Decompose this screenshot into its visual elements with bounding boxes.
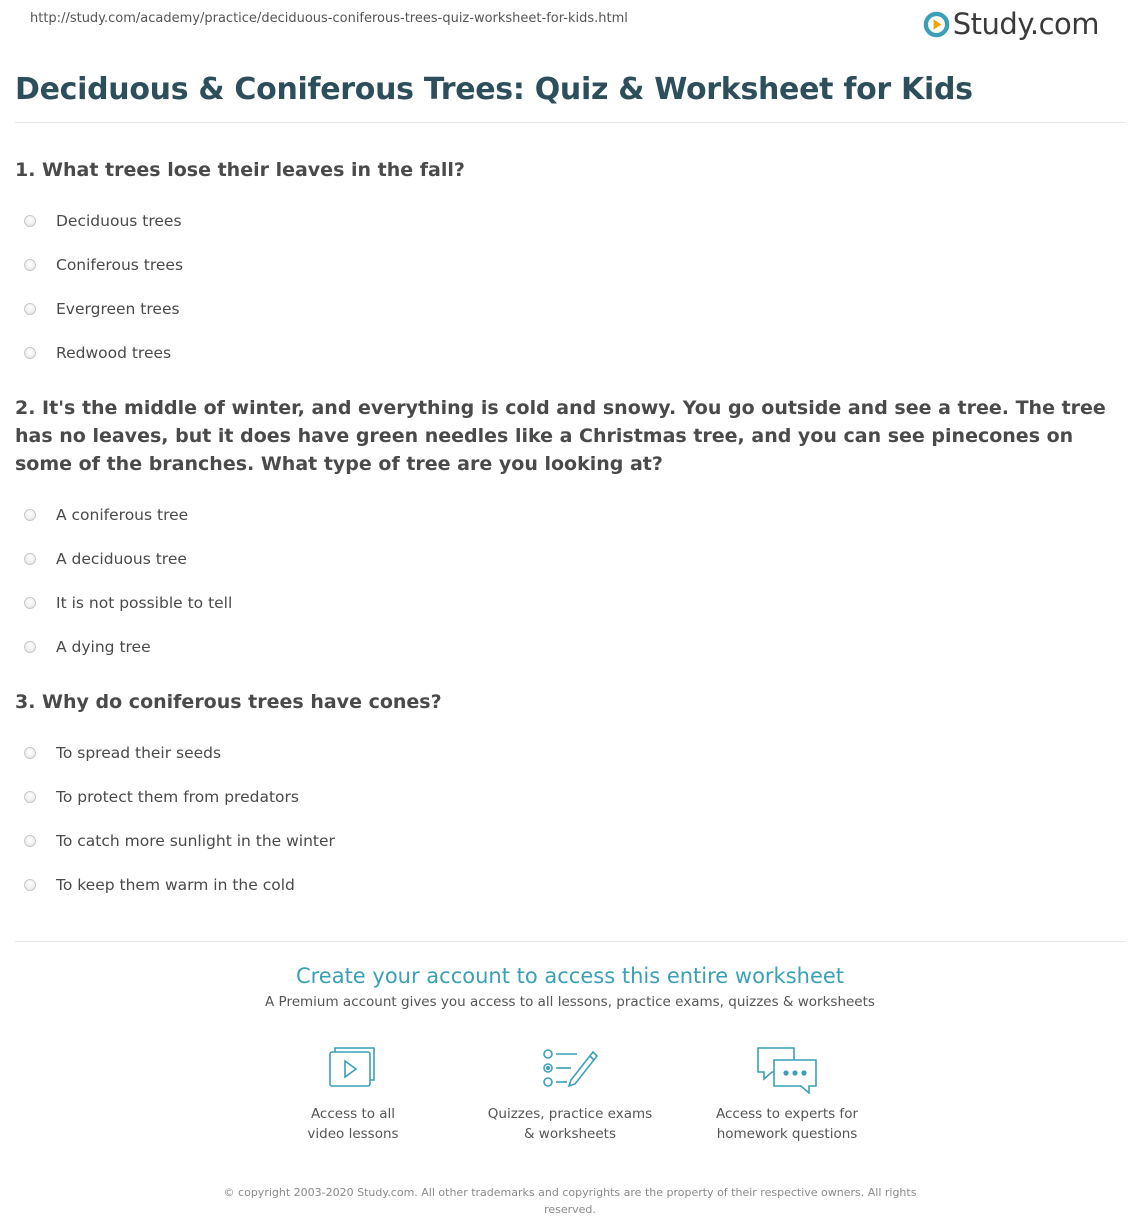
radio-button[interactable] [24,303,36,315]
answer-label: A deciduous tree [56,550,187,568]
answer-option[interactable] [15,863,1125,907]
question-text: 1. What trees lose their leaves in the fall? [15,159,465,181]
answer-label: A coniferous tree [56,506,189,524]
answer-label: Deciduous trees [56,212,182,230]
feature-label: Access to all video lessons [307,1106,399,1142]
radio-button[interactable] [24,597,36,609]
play-circle-icon [923,11,950,38]
chat-bubbles-icon [754,1044,820,1094]
answer-label: Redwood trees [56,344,172,362]
question-3 [15,688,1125,907]
radio-button[interactable] [24,347,36,359]
answer-option[interactable] [15,287,1125,331]
divider [15,941,1125,942]
logo-text: Study.com [952,7,1099,41]
signup-cta [15,964,1125,1144]
answer-list [15,731,1125,907]
divider [15,122,1125,123]
radio-button[interactable] [24,791,36,803]
answer-label: Evergreen trees [56,300,180,318]
radio-button[interactable] [24,509,36,521]
answer-option[interactable] [15,493,1125,537]
feature-list [15,1044,1125,1144]
answer-list [15,199,1125,375]
copyright-notice: © copyright 2003-2020 Study.com. All other trademarks and copyrights are the property of their respective owners. All rights reserved. [223,1186,917,1216]
answer-option[interactable] [15,537,1125,581]
radio-button[interactable] [24,747,36,759]
answer-label: To spread their seeds [56,744,222,762]
answer-label: To catch more sunlight in the winter [56,832,335,850]
answer-label: To keep them warm in the cold [56,876,295,894]
answer-label: Coniferous trees [56,256,184,274]
answer-label: To protect them from predators [56,788,299,806]
answer-option[interactable] [15,731,1125,775]
answer-option[interactable] [15,775,1125,819]
feature-video-lessons [245,1044,462,1144]
radio-button[interactable] [24,215,36,227]
feature-quizzes [462,1044,679,1144]
top-bar [15,0,1125,60]
video-lessons-icon [320,1044,386,1094]
answer-option[interactable] [15,581,1125,625]
answer-option[interactable] [15,331,1125,375]
cta-subtitle: A Premium account gives you access to all lessons, practice exams, quizzes & worksheets [265,994,875,1010]
answer-option[interactable] [15,625,1125,669]
radio-button[interactable] [24,879,36,891]
question-text: 3. Why do coniferous trees have cones? [15,691,442,713]
answer-list [15,493,1125,669]
answer-label: A dying tree [56,638,151,656]
feature-experts [679,1044,896,1144]
answer-option[interactable] [15,243,1125,287]
radio-button[interactable] [24,553,36,565]
answer-option[interactable] [15,199,1125,243]
quiz-checklist-icon [537,1044,603,1094]
page-url: http://study.com/academy/practice/deciduous-coniferous-trees-quiz-worksheet-for-kids.html [30,11,628,26]
question-text: 2. It's the middle of winter, and everything is cold and snowy. You go outside and see a tree. The tree has no leaves, but it does have green needles like a Christmas tree, and you can see pinecones on some of the branches. What type of tree are you looking at? [15,397,1106,475]
feature-label: Quizzes, practice exams & worksheets [487,1106,653,1142]
cta-link[interactable]: Create your account to access this entire worksheet [295,964,845,988]
question-1 [15,156,1125,375]
radio-button[interactable] [24,641,36,653]
answer-label: It is not possible to tell [56,594,233,612]
feature-label: Access to experts for homework questions [715,1106,858,1142]
radio-button[interactable] [24,259,36,271]
radio-button[interactable] [24,835,36,847]
question-2 [15,394,1125,669]
page-title: Deciduous & Coniferous Trees: Quiz & Worksheet for Kids [15,72,973,107]
answer-option[interactable] [15,819,1125,863]
study-logo[interactable] [923,4,1099,44]
